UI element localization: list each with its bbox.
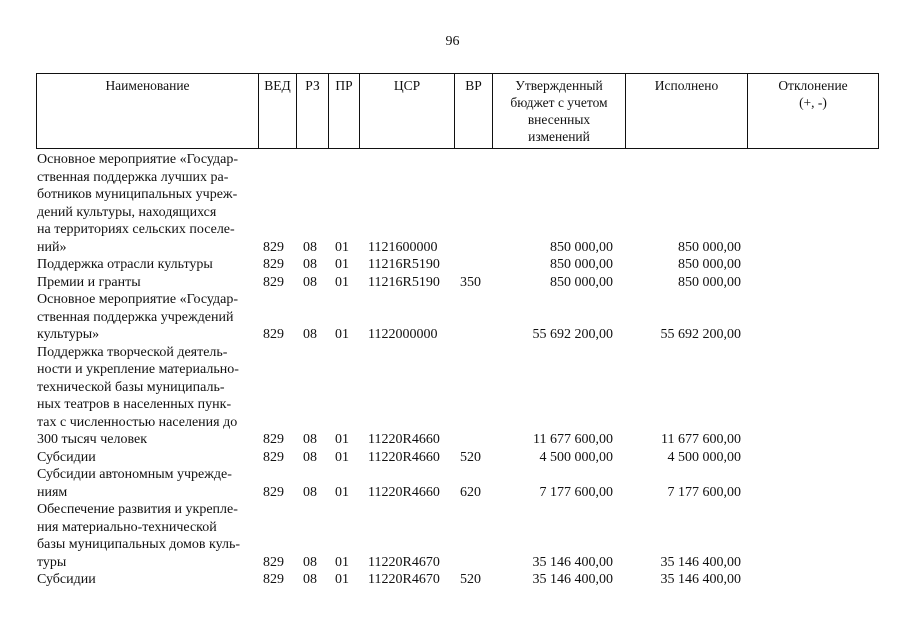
row-name-line: дений культуры, находящихся (37, 204, 217, 220)
ved-cell: 829 (263, 432, 284, 447)
budget-cell: 35 146 400,00 (532, 572, 613, 587)
row-name (37, 449, 267, 467)
vr-cell: 520 (460, 572, 481, 587)
ved-cell: 829 (263, 274, 284, 290)
row-name (37, 291, 267, 344)
budget-cell: 55 692 200,00 (532, 327, 613, 342)
row-name-line: культуры» (37, 327, 100, 342)
budget-cell: 850 000,00 (550, 274, 613, 290)
header-budget-line: Утвержденный (515, 78, 603, 93)
budget-cell: 850 000,00 (550, 257, 613, 272)
ved-cell: 829 (263, 572, 284, 587)
rz-cell: 08 (303, 327, 317, 342)
row-name-line: базы муниципальных домов куль- (37, 537, 241, 552)
header-vr: ВР (455, 74, 493, 149)
row-name-line: Субсидии автономным учрежде- (37, 467, 232, 482)
row-name-line: ний» (37, 239, 67, 255)
csr-cell: 11220R4660 (368, 449, 440, 465)
row-name-line: ственная поддержка лучших ра- (37, 169, 229, 185)
row-name (37, 501, 267, 571)
executed-cell: 4 500 000,00 (667, 449, 741, 465)
header-name: Наименование (37, 74, 259, 149)
pr-cell: 01 (335, 572, 349, 587)
pr-cell: 01 (335, 327, 349, 342)
pr-cell: 01 (335, 239, 349, 255)
row-name-line: Премии и гранты (37, 274, 141, 290)
ved-cell: 829 (263, 554, 284, 570)
csr-cell: 11216R5190 (368, 257, 440, 272)
pr-cell: 01 (335, 257, 349, 272)
header-budget (493, 74, 626, 149)
csr-cell: 11220R4660 (368, 432, 440, 447)
csr-cell: 11220R4670 (368, 554, 440, 570)
row-name-line: Субсидии (37, 572, 96, 587)
pr-cell: 01 (335, 274, 349, 290)
row-name-line: 300 тысяч человек (37, 432, 148, 447)
executed-cell: 850 000,00 (678, 274, 741, 290)
ved-cell: 829 (263, 484, 284, 500)
pr-cell: 01 (335, 449, 349, 465)
rz-cell: 08 (303, 257, 317, 272)
row-name-line: тах с численностью населения до (37, 414, 238, 430)
row-name (37, 256, 267, 274)
executed-cell: 850 000,00 (678, 257, 741, 272)
header-deviation-line: Отклонение (778, 78, 848, 93)
row-name-line: ботников муниципальных учреж- (37, 187, 238, 202)
row-name-line: Основное мероприятие «Государ- (37, 152, 238, 167)
page-number: 96 (445, 34, 460, 49)
header-budget-line: внесенных (527, 112, 591, 127)
header-csr: ЦСР (360, 74, 455, 149)
budget-cell: 35 146 400,00 (532, 554, 613, 570)
executed-cell: 55 692 200,00 (660, 327, 741, 342)
row-name-line: ния материально-технической (37, 519, 217, 535)
vr-cell: 620 (460, 484, 481, 500)
header-pr: ПР (329, 74, 360, 149)
rz-cell: 08 (303, 554, 317, 570)
row-name (37, 151, 267, 256)
csr-cell: 11216R5190 (368, 274, 440, 290)
vr-cell: 350 (460, 274, 481, 290)
executed-cell: 850 000,00 (678, 239, 741, 255)
header-deviation (748, 74, 878, 149)
ved-cell: 829 (263, 239, 284, 255)
header-budget-line: бюджет с учетом (510, 95, 608, 110)
rz-cell: 08 (303, 484, 317, 500)
row-name (37, 466, 267, 501)
row-name-line: Основное мероприятие «Государ- (37, 292, 238, 307)
csr-cell: 11220R4660 (368, 484, 440, 500)
header-rz: РЗ (297, 74, 329, 149)
rz-cell: 08 (303, 274, 317, 290)
executed-cell: 35 146 400,00 (660, 554, 741, 570)
ved-cell: 829 (263, 449, 284, 465)
row-name (37, 344, 267, 449)
row-name-line: Субсидии (37, 449, 96, 465)
row-name-line: Обеспечение развития и укрепле- (37, 502, 238, 517)
row-name (37, 274, 267, 292)
header-executed: Исполнено (626, 74, 748, 149)
vr-cell: 520 (460, 449, 481, 465)
csr-cell: 1121600000 (368, 239, 438, 255)
pr-cell: 01 (335, 432, 349, 447)
budget-cell: 4 500 000,00 (539, 449, 613, 465)
row-name-line: ности и укрепление материально- (37, 362, 239, 377)
row-name-line: туры (37, 554, 67, 570)
row-name (37, 571, 267, 589)
header-deviation-line: (+, -) (799, 95, 827, 110)
row-name-line: Поддержка творческой деятель- (37, 344, 228, 360)
csr-cell: 1122000000 (368, 327, 438, 342)
executed-cell: 35 146 400,00 (660, 572, 741, 587)
row-name-line: ственная поддержка учреждений (37, 309, 234, 325)
ved-cell: 829 (263, 327, 284, 342)
row-name-line: ных театров в населенных пунк- (37, 397, 232, 412)
rz-cell: 08 (303, 432, 317, 447)
pr-cell: 01 (335, 484, 349, 500)
rz-cell: 08 (303, 572, 317, 587)
header-budget-line: изменений (528, 129, 590, 144)
executed-cell: 7 177 600,00 (667, 484, 741, 500)
budget-cell: 850 000,00 (550, 239, 613, 255)
rz-cell: 08 (303, 449, 317, 465)
row-name-line: технической базы муниципаль- (37, 379, 225, 395)
row-name-line: ниям (37, 484, 68, 500)
ved-cell: 829 (263, 257, 284, 272)
budget-cell: 11 677 600,00 (533, 432, 613, 447)
budget-cell: 7 177 600,00 (539, 484, 613, 500)
pr-cell: 01 (335, 554, 349, 570)
rz-cell: 08 (303, 239, 317, 255)
executed-cell: 11 677 600,00 (661, 432, 741, 447)
row-name-line: на территориях сельских поселе- (37, 222, 235, 237)
table-header (36, 73, 879, 149)
row-name-line: Поддержка отрасли культуры (37, 257, 213, 272)
csr-cell: 11220R4670 (368, 572, 440, 587)
header-ved: ВЕД (259, 74, 297, 149)
